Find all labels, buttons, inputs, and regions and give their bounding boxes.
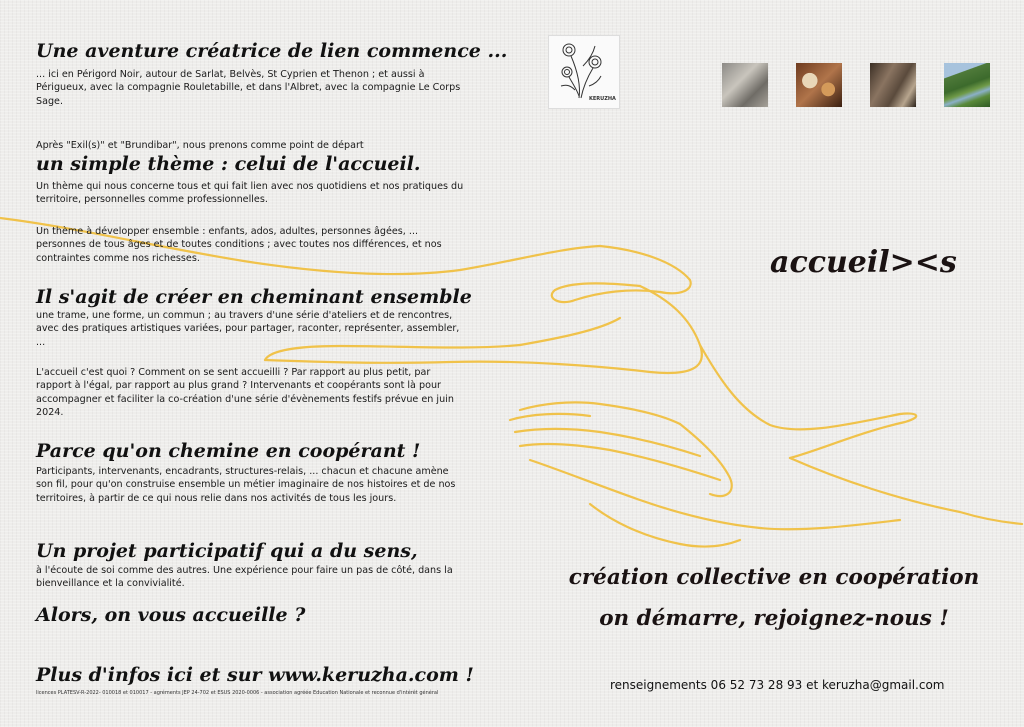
keruzha-logo <box>548 35 620 109</box>
logo-label: KERUZHA <box>589 96 616 102</box>
heading-cheminer-cooperant: Parce qu'on chemine en coopérant ! <box>36 440 421 462</box>
heading-projet-participatif: Un projet participatif qui a du sens, <box>36 540 418 562</box>
contact-info: renseignements 06 52 73 28 93 et keruzha@gmail.com <box>610 678 945 692</box>
accueil-title: accueil><s <box>770 245 957 280</box>
tagline-rejoignez-nous: on démarre, rejoignez-nous ! <box>599 606 949 631</box>
paragraph-theme-ensemble: Un thème à développer ensemble : enfants, ados, adultes, personnes âgées, ... personnes de tous âges et de toutes conditions ; avec toutes nos différences, et nos contraintes comme nos richesses. <box>36 226 442 264</box>
heading-plus-infos: Plus d'infos ici et sur www.keruzha.com ! <box>36 664 474 686</box>
tagline-creation-collective: création collective en coopération <box>568 565 980 590</box>
paragraph-perigord: ... ici en Périgord Noir, autour de Sarlat, Belvès, St Cyprien et Thenon ; et aussi à Périgueux, avec la compagnie Rouletabille, et dans l'Albret, avec la compagnie Le Corps Sage. <box>36 69 461 107</box>
thumbnail-river-valley <box>944 63 990 107</box>
heading-simple-theme: un simple thème : celui de l'accueil. <box>36 153 421 175</box>
paragraph-accueil-quoi: L'accueil c'est quoi ? Comment on se sent accueilli ? Par rapport au plus petit, par rapport à l'égal, par rapport au plus grand ? Intervenants et coopérants sont là pour accompagner et faciliter la co-création d'une série d'évènements festifs prévue en juin 2024. <box>36 367 454 418</box>
paragraph-exils-intro: Après "Exil(s)" et "Brundibar", nous prenons comme point de départ <box>36 140 364 151</box>
paragraph-theme-lien: Un thème qui nous concerne tous et qui fait lien avec nos quotidiens et nos pratiques du territoire, personnelles comme professionnelles. <box>36 181 464 206</box>
thumbnail-food-table <box>796 63 842 107</box>
heading-alors-accueille: Alors, on vous accueille ? <box>36 604 306 626</box>
paragraph-ecoute: à l'écoute de soi comme des autres. Une expérience pour faire un pas de côté, dans la bienveillance et la convivialité. <box>36 565 453 590</box>
thumbnail-stone-wall <box>722 63 768 107</box>
licences-text: licences PLATESV-R-2022- 010018 et 010017 - agréments JEP 24-702 et ESUS 2020-0006 - association agréée Education Nationale et reconnue d'intérêt général <box>36 690 439 696</box>
heading-aventure: Une aventure créatrice de lien commence ... <box>36 40 508 62</box>
heading-creer-ensemble: Il s'agit de créer en cheminant ensemble <box>36 286 472 308</box>
thumbnail-weaving <box>870 63 916 107</box>
paragraph-trame: une trame, une forme, un commun ; au travers d'une série d'ateliers et de rencontres, avec des pratiques artistiques variées, pour partager, raconter, représenter, assembler, ... <box>36 310 460 348</box>
paragraph-participants: Participants, intervenants, encadrants, structures-relais, ... chacun et chacune amène son fil, pour qu'on construise ensemble un métier imaginaire de nos histoires et de nos territoires, à partir de ce qui nous relie dans nos activités de tous les jours. <box>36 466 456 504</box>
